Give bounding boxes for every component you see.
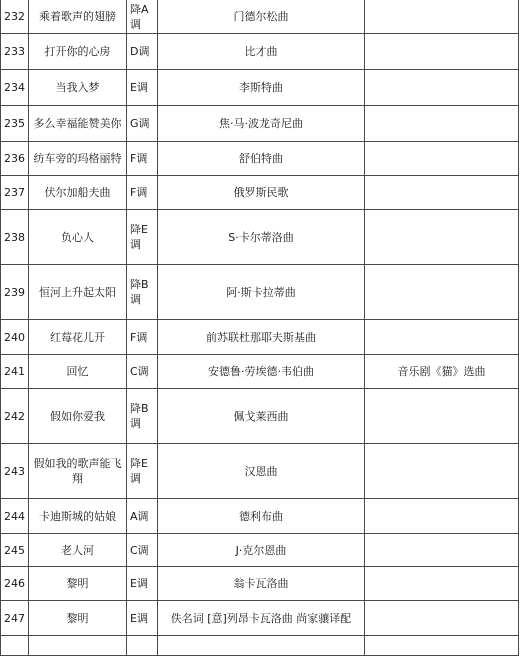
song-key: C调 (127, 534, 158, 567)
row-number: 247 (1, 601, 29, 636)
table-row (1, 601, 519, 636)
song-note (365, 265, 519, 320)
table-row (1, 355, 519, 389)
song-title: 纺车旁的玛格丽特 (29, 142, 127, 176)
song-composer: 安德鲁·劳埃德·韦伯曲 (158, 355, 365, 389)
song-note (365, 320, 519, 355)
row-number: 238 (1, 210, 29, 265)
song-composer: 李斯特曲 (158, 70, 365, 106)
table-row (1, 142, 519, 176)
song-composer: 俄罗斯民歌 (158, 176, 365, 210)
row-number: 236 (1, 142, 29, 176)
song-note (365, 142, 519, 176)
song-key: G调 (127, 106, 158, 142)
song-key: E调 (127, 601, 158, 636)
empty-cell (29, 636, 127, 656)
song-key: 降B调 (127, 265, 158, 320)
empty-cell (158, 636, 365, 656)
song-key: F调 (127, 176, 158, 210)
song-note (365, 601, 519, 636)
song-title: 卡迪斯城的姑娘 (29, 499, 127, 534)
song-title: 当我入梦 (29, 70, 127, 106)
song-note (365, 106, 519, 142)
song-composer: S·卡尔蒂洛曲 (158, 210, 365, 265)
song-composer: 汉恩曲 (158, 444, 365, 499)
song-note (365, 499, 519, 534)
song-title: 假如我的歌声能飞翔 (29, 444, 127, 499)
table-row-partial (1, 636, 519, 656)
song-key: D调 (127, 34, 158, 70)
song-composer: 比才曲 (158, 34, 365, 70)
song-composer: J·克尔恩曲 (158, 534, 365, 567)
song-note (365, 534, 519, 567)
row-number: 242 (1, 389, 29, 444)
row-number: 235 (1, 106, 29, 142)
table-row (1, 534, 519, 567)
song-composer: 门德尔松曲 (158, 0, 365, 34)
song-title: 老人河 (29, 534, 127, 567)
table-row (1, 34, 519, 70)
song-composer: 佩戈莱西曲 (158, 389, 365, 444)
song-title: 负心人 (29, 210, 127, 265)
table-row (1, 70, 519, 106)
table-row (1, 106, 519, 142)
table-row (1, 176, 519, 210)
row-number: 244 (1, 499, 29, 534)
song-key: 降A调 (127, 0, 158, 34)
song-title: 红莓花儿开 (29, 320, 127, 355)
song-key: 降E调 (127, 210, 158, 265)
song-title: 恒河上升起太阳 (29, 265, 127, 320)
row-number: 233 (1, 34, 29, 70)
row-number: 246 (1, 567, 29, 601)
song-title: 假如你爱我 (29, 389, 127, 444)
song-key: E调 (127, 567, 158, 601)
song-note (365, 0, 519, 34)
song-composer: 德利布曲 (158, 499, 365, 534)
song-key: F调 (127, 142, 158, 176)
row-number: 243 (1, 444, 29, 499)
table-row (1, 320, 519, 355)
song-title: 回忆 (29, 355, 127, 389)
song-key: F调 (127, 320, 158, 355)
song-note (365, 70, 519, 106)
song-composer: 佚名词 [意]列昂卡瓦洛曲 尚家骧译配 (158, 601, 365, 636)
song-composer: 前苏联杜那耶夫斯基曲 (158, 320, 365, 355)
table-row (1, 499, 519, 534)
empty-cell (365, 636, 519, 656)
song-note (365, 176, 519, 210)
song-key: A调 (127, 499, 158, 534)
row-number: 245 (1, 534, 29, 567)
table-row (1, 444, 519, 499)
song-key: 降B调 (127, 389, 158, 444)
song-note (365, 389, 519, 444)
table-row (1, 389, 519, 444)
song-title: 打开你的心房 (29, 34, 127, 70)
table-row (1, 265, 519, 320)
empty-cell (127, 636, 158, 656)
song-composer: 舒伯特曲 (158, 142, 365, 176)
song-note: 音乐剧《猫》选曲 (365, 355, 519, 389)
song-title: 乘着歌声的翅膀 (29, 0, 127, 34)
song-note (365, 567, 519, 601)
row-number: 234 (1, 70, 29, 106)
table-row (1, 567, 519, 601)
song-note (365, 210, 519, 265)
table-row (1, 0, 519, 34)
row-number: 241 (1, 355, 29, 389)
song-note (365, 444, 519, 499)
song-key: 降E调 (127, 444, 158, 499)
song-key: C调 (127, 355, 158, 389)
song-note (365, 34, 519, 70)
song-title: 伏尔加船夫曲 (29, 176, 127, 210)
song-composer: 焦·马·波龙奇尼曲 (158, 106, 365, 142)
table-row (1, 210, 519, 265)
empty-cell (1, 636, 29, 656)
song-composer: 阿·斯卡拉蒂曲 (158, 265, 365, 320)
row-number: 237 (1, 176, 29, 210)
row-number: 239 (1, 265, 29, 320)
song-title: 黎明 (29, 567, 127, 601)
song-title: 黎明 (29, 601, 127, 636)
song-title: 多么幸福能赞美你 (29, 106, 127, 142)
row-number: 240 (1, 320, 29, 355)
song-key: E调 (127, 70, 158, 106)
song-composer: 翁卡瓦洛曲 (158, 567, 365, 601)
row-number: 232 (1, 0, 29, 34)
